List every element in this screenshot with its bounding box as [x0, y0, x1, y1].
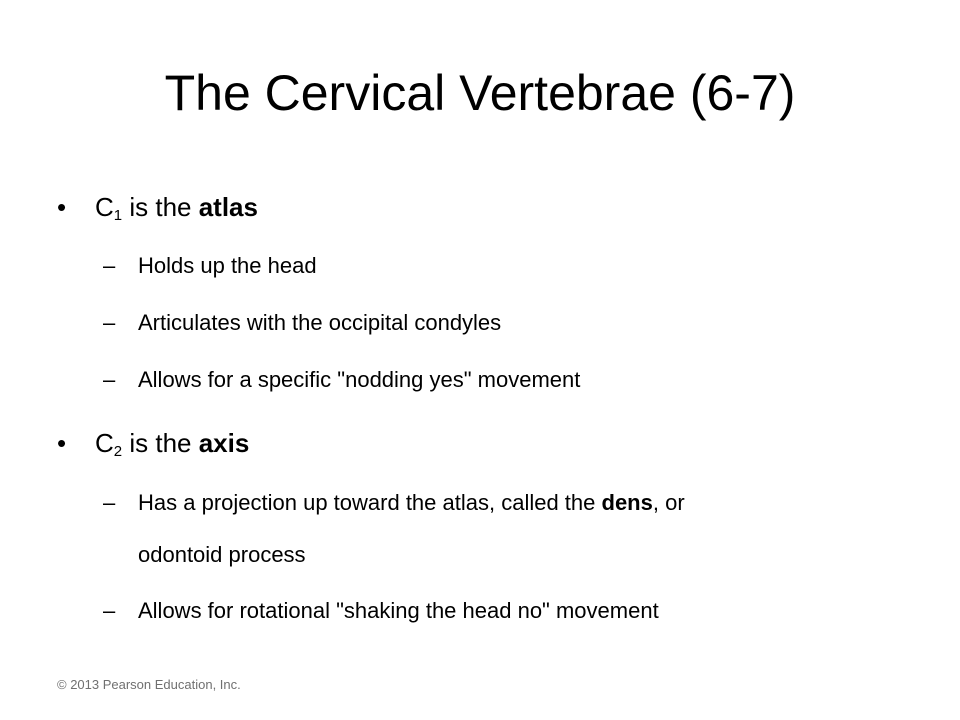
subitem-text: Allows for a specific "nodding yes" movement: [138, 367, 581, 392]
subitem-text: Allows for rotational "shaking the head no" movement: [138, 598, 659, 623]
bullet-prefix: C: [95, 428, 114, 458]
subitem-text: [138, 489, 685, 517]
subitem-continuation-text: odontoid process: [138, 542, 306, 567]
subitem-text-after: , or: [652, 490, 685, 515]
subitem-marker: –: [103, 310, 116, 335]
subitem-text: Articulates with the occipital condyles: [138, 310, 502, 335]
subitem-marker: –: [103, 598, 116, 623]
bullet-subscript: 2: [113, 443, 123, 460]
slide-title: The Cervical Vertebrae (6-7): [164, 65, 796, 121]
subitem-marker: –: [103, 367, 116, 392]
bullet-marker: •: [57, 428, 67, 458]
bullet-prefix: C: [95, 192, 114, 222]
bullet-marker: •: [57, 192, 67, 222]
bullet-text: [95, 191, 258, 223]
bullet-bold-term: atlas: [198, 192, 258, 222]
subitem-text: Holds up the head: [138, 253, 317, 278]
subitem-bold-term: dens: [601, 490, 653, 515]
subitem-marker: –: [103, 253, 116, 278]
subitem-marker: –: [103, 490, 116, 515]
bullet-middle: is the: [122, 192, 199, 222]
bullet-subscript: 1: [113, 207, 123, 224]
bullet-middle: is the: [122, 428, 199, 458]
copyright-footer: © 2013 Pearson Education, Inc.: [57, 677, 241, 692]
bullet-text: [95, 427, 249, 459]
subitem-text-before: Has a projection up toward the atlas, called the: [138, 490, 602, 515]
bullet-bold-term: axis: [198, 428, 250, 458]
